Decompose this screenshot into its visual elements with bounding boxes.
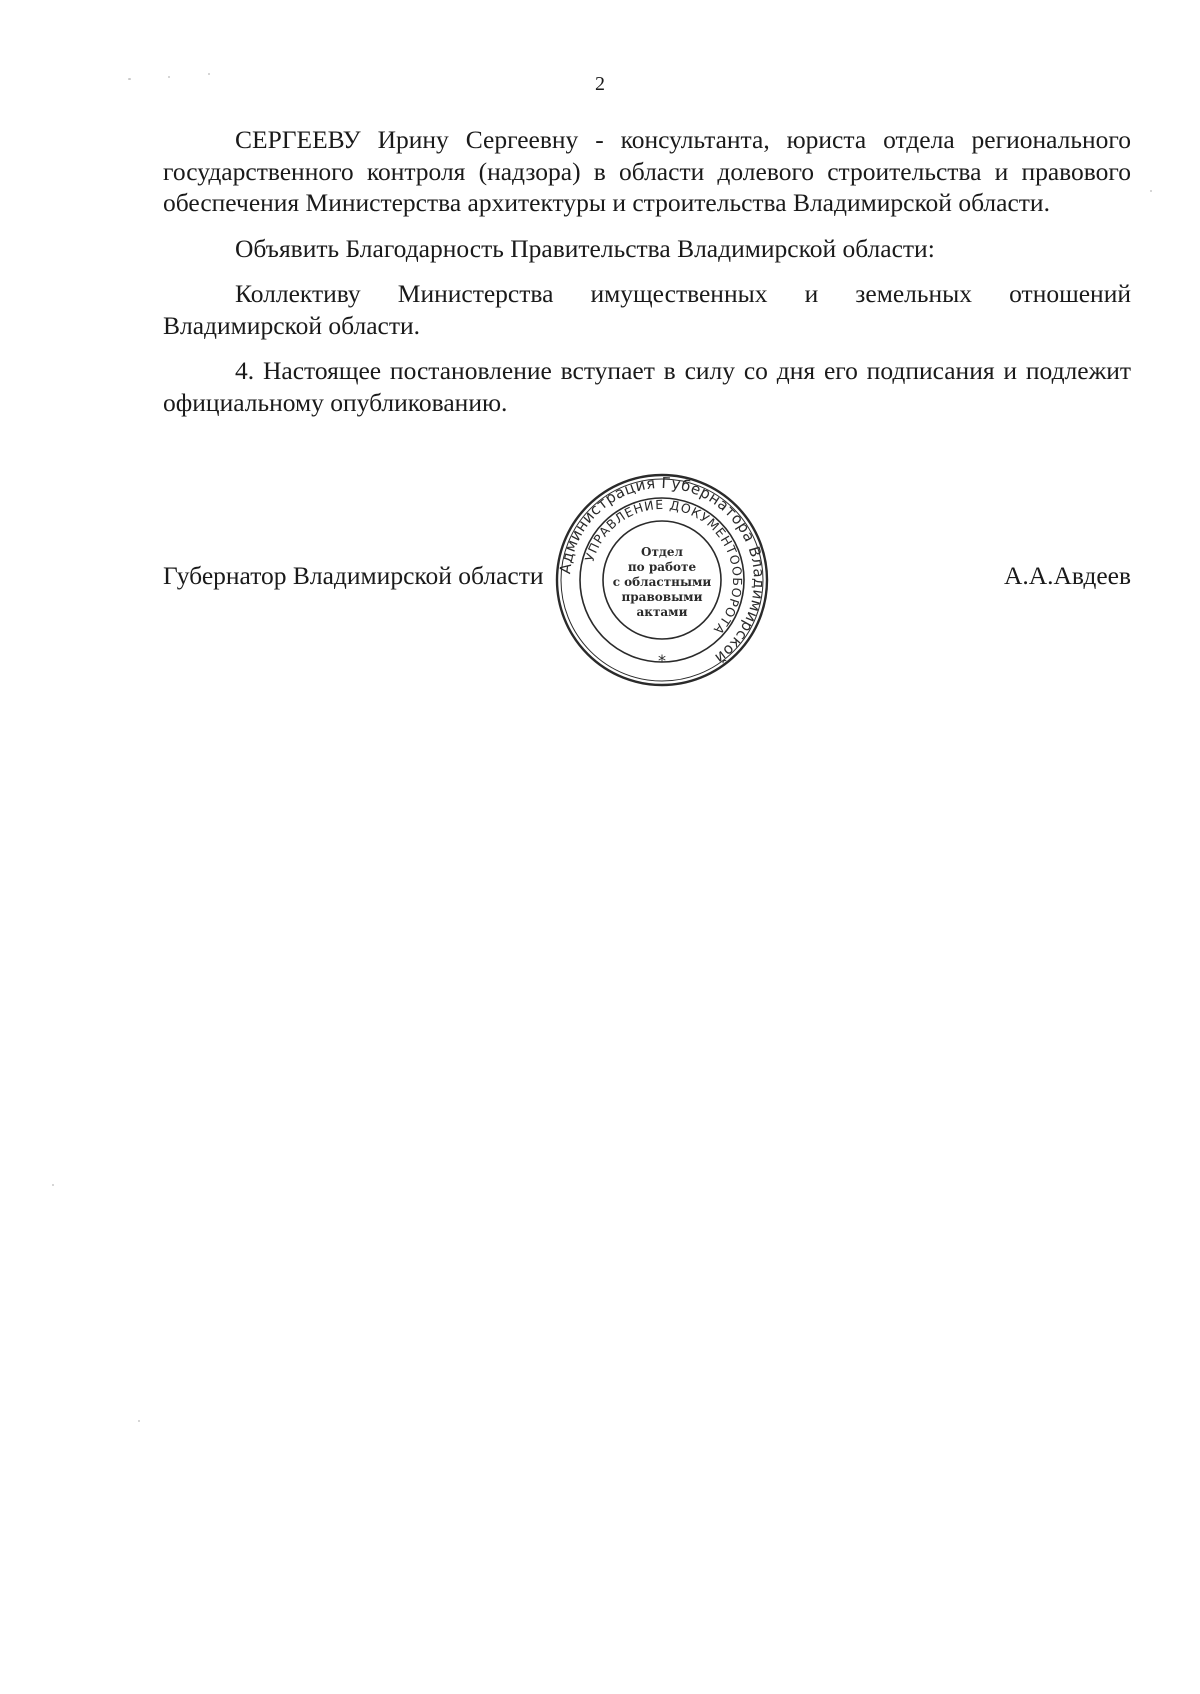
- signatory-title: Губернатор Владимирской области: [163, 561, 544, 590]
- stamp-star-icon: *: [658, 651, 666, 670]
- scan-speck: [208, 73, 210, 75]
- stamp-center-line-3: с областными: [612, 575, 712, 589]
- scan-speck: [1150, 190, 1152, 192]
- scan-speck: [128, 78, 131, 80]
- paragraph-gratitude-heading: Объявить Благодарность Правительства Владимирской области:: [235, 233, 935, 263]
- stamp-inner-ring-text: УПРАВЛЕНИЕ ДОКУМЕНТООБОРОТА: [581, 496, 746, 638]
- scan-speck: [168, 76, 170, 78]
- scan-speck: [52, 1184, 54, 1186]
- official-stamp: [554, 472, 770, 688]
- document-body: [163, 124, 1131, 418]
- paragraph-gratitude-ministry: Коллективу Министерства имущественных и земельных отношений Владимирской области.: [163, 279, 1131, 340]
- stamp-center-line-4: правовыми: [621, 590, 703, 604]
- page-number: 2: [595, 73, 605, 95]
- signatory-name: А.А.Авдеев: [1003, 561, 1131, 590]
- stamp-center-line-1: Отдел: [641, 545, 683, 559]
- paragraph-effective-clause: 4. Настоящее постановление вступает в силу со дня его подписания и подлежит официальному опубликованию.: [163, 356, 1131, 417]
- stamp-center-line-2: по работе: [627, 560, 697, 574]
- paragraph-award-sergeeva: СЕРГЕЕВУ Ирину Сергеевну - консультанта, юриста отдела регионального государственного контроля (надзора) в области долевого строительства и правового обеспечения Министерства архитектуры и строительства Владимирской области.: [163, 125, 1131, 217]
- scan-speck: [138, 1420, 140, 1422]
- stamp-outer-text: Администрация Губернатора Владимирской: [556, 473, 769, 668]
- stamp-center-line-5: актами: [636, 605, 688, 619]
- stamp-graphic: [554, 472, 770, 688]
